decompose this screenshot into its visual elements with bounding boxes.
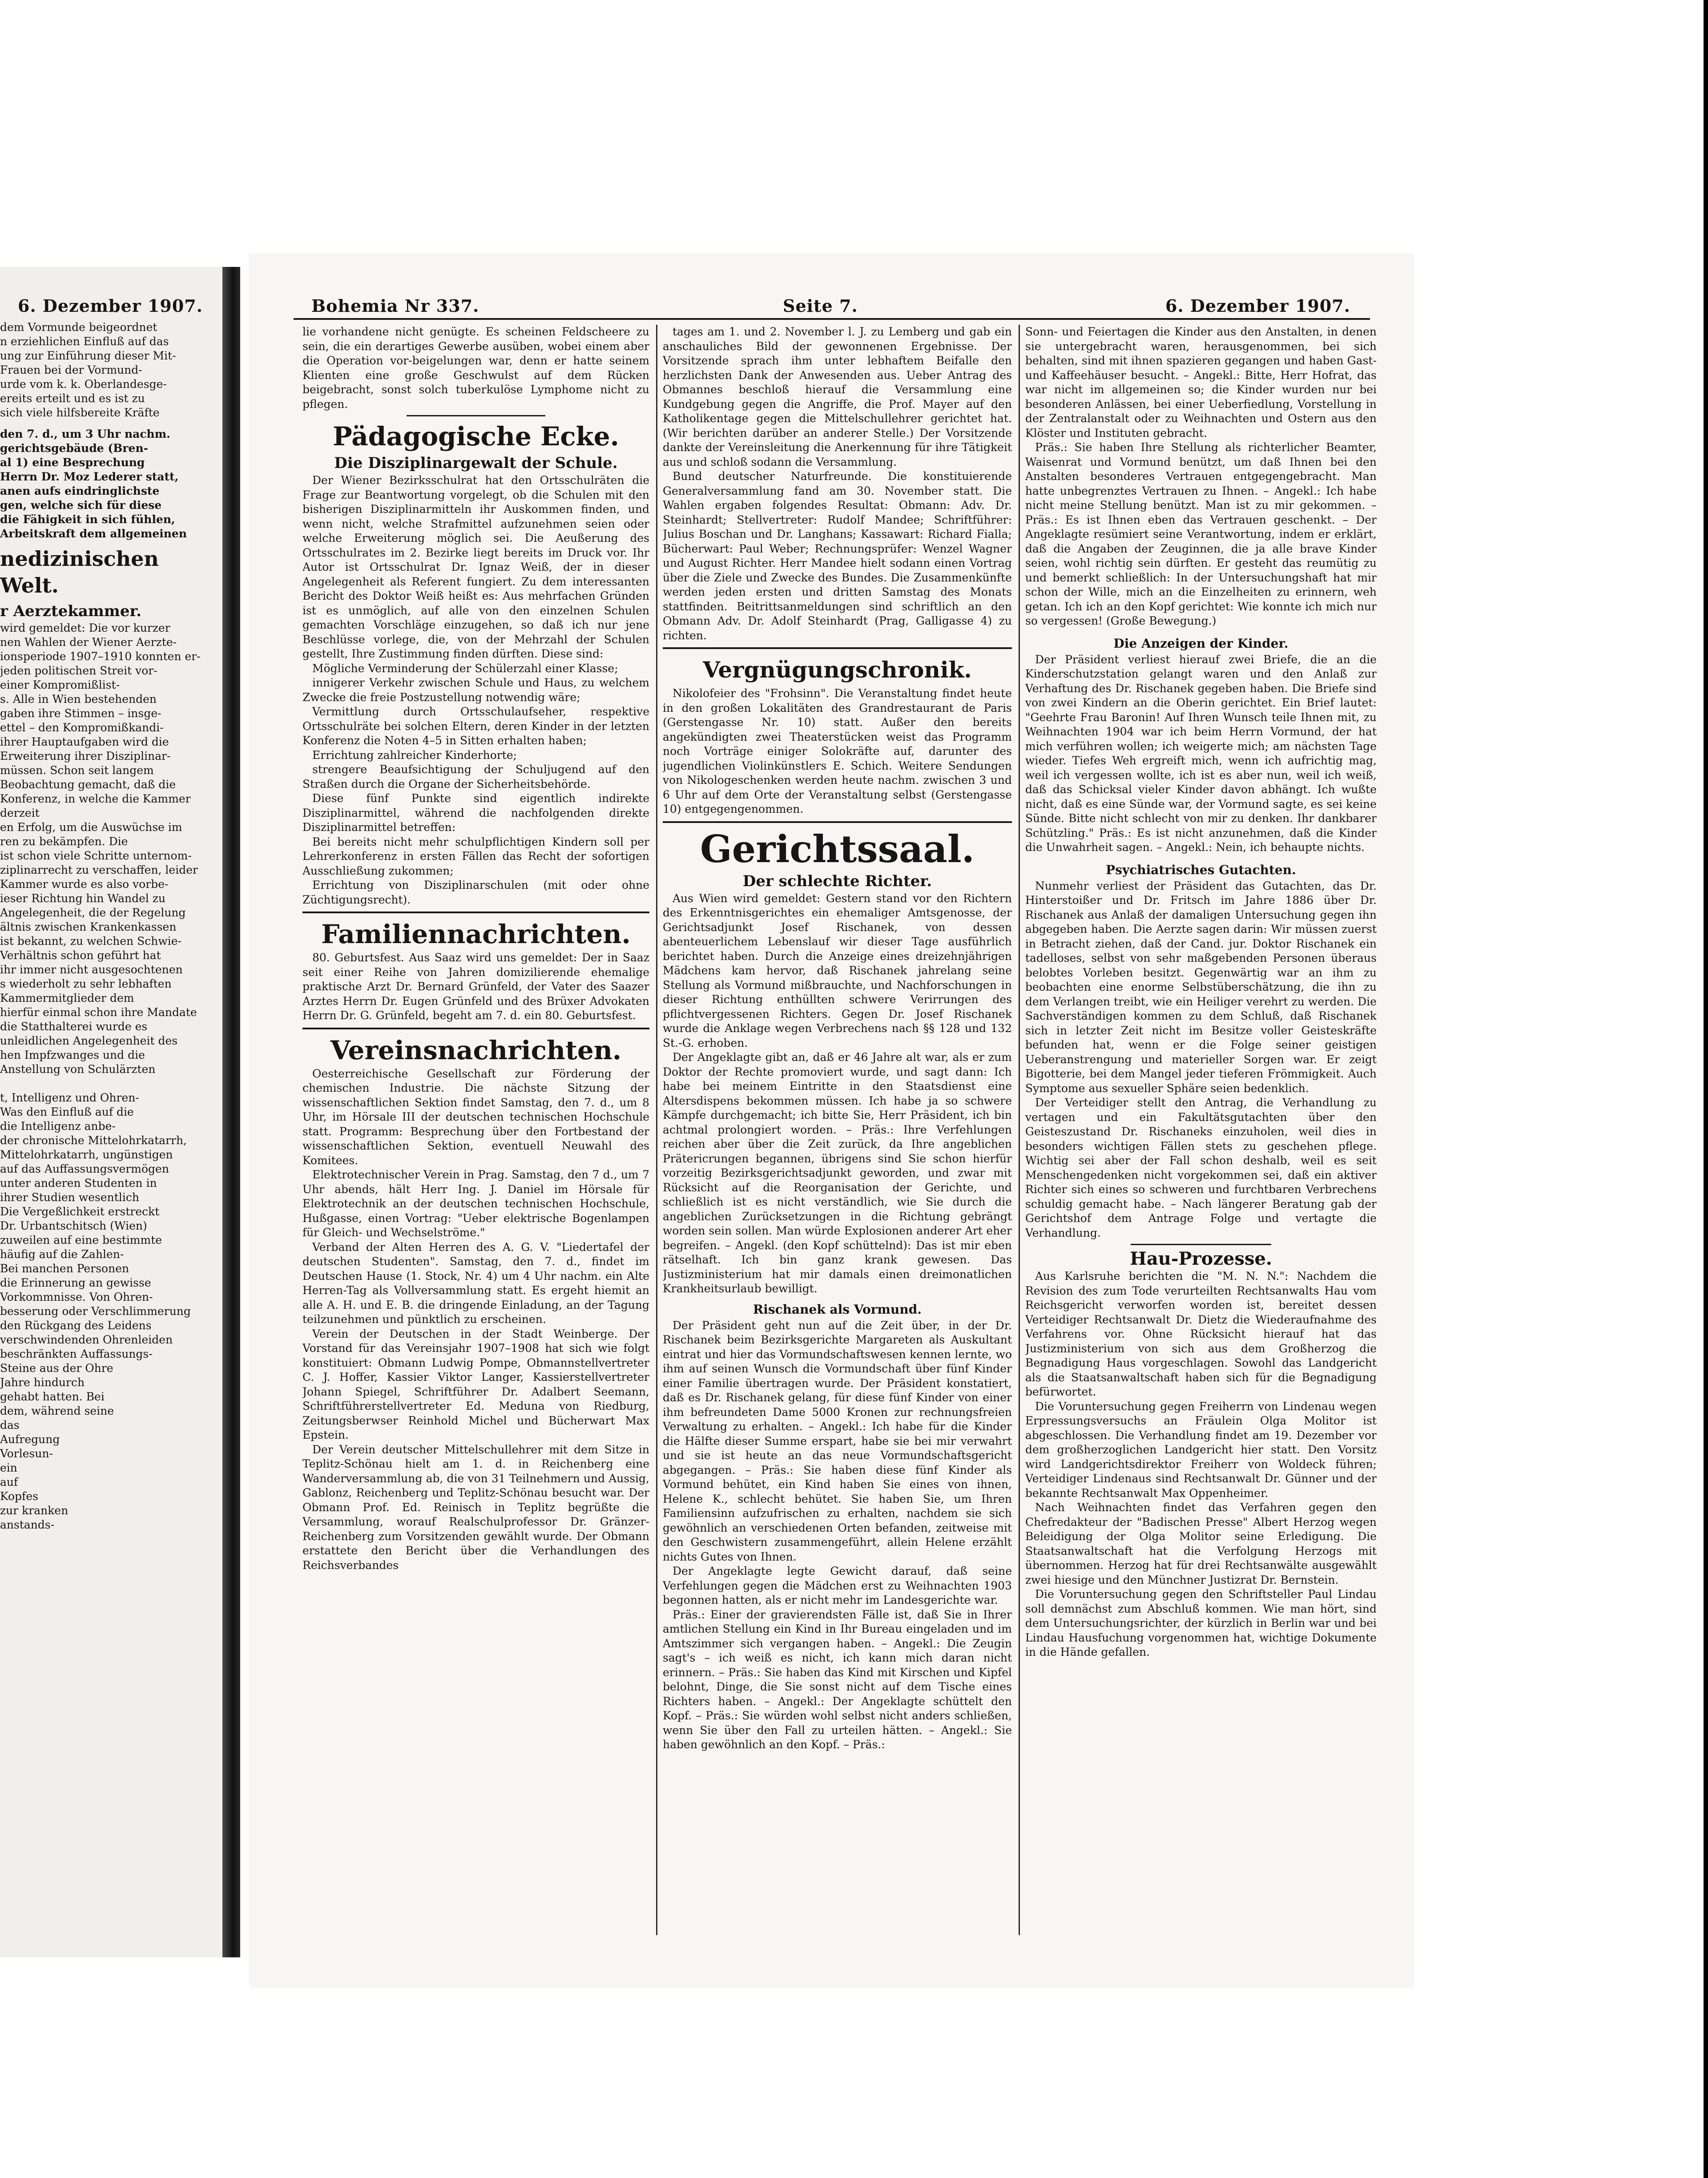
- text-line: jeden politischen Streit vor-: [0, 664, 157, 677]
- column-3: [1025, 325, 1377, 1935]
- text-line: ist schon viele Schritte unternom-: [0, 849, 192, 862]
- left-heading: nedizinischen Welt.: [0, 547, 159, 597]
- text-line: nen Wahlen der Wiener Aerzte-: [0, 636, 177, 649]
- scan-edge: [1704, 0, 1708, 2178]
- text-line: die Intelligenz anbe-: [0, 1120, 116, 1133]
- text-line: ältnis zwischen Krankenkassen: [0, 920, 177, 933]
- text-line: Kammer wurde es also vorbe-: [0, 878, 169, 891]
- text-line: Jahre hindurch: [0, 1376, 85, 1389]
- paragraph: Verband der Alten Herren des A. G. V. "Liedertafel der deutschen Studenten". Samstag, den 7. d., findet im Deutschen Hause (1. Stock, Nr. 4) um 4 Uhr nachm. ein Alte Herren-Tag als Vollversammlung statt. Es ergeht hiemit an alle A. H. und E. B. die dringende Einladung, an der Tagung teilzunehmen und pünktlich zu erscheinen.: [302, 1240, 649, 1326]
- text-line: anstands-: [0, 1518, 55, 1531]
- left-page-column: [0, 320, 214, 1532]
- paragraph: Der Verteidiger stellt den Antrag, die Verhandlung zu vertagen und ein Fakultätsgutachten über den Geisteszustand Dr. Rischaneks einzuholen, weil dies in besonders wichtigen Fällen stets zu geschehen pflege. Wichtig sei aber der Fall schon deshalb, weil es seit Menschengedenken nicht vorgekommen sei, daß ein aktiver Richter sich eines so schweren und furchtbaren Verbrechens schuldig gemacht habe. – Nach längerer Beratung gab der Gerichtshof dem Antrage Folge und vertagte die Verhandlung.: [1025, 1096, 1377, 1239]
- vormund-heading: Rischanek als Vormund.: [753, 1302, 922, 1317]
- paragraph: Der Angeklagte legte Gewicht darauf, daß seine Verfehlungen gegen die Mädchen erst zu Weihnachten 1903 begonnen hatten, als er nicht mehr im Landesgerichte war.: [663, 1565, 1012, 1606]
- text-line: gerichtsgebäude (Bren-: [0, 442, 148, 455]
- paragraph: Die Voruntersuchung gegen Freiherrn von Lindenau wegen Erpressungsversuchs an Fräulein Olga Molitor ist abgeschlossen. Die Verhandlung findet am 19. Dezember vor dem großherzoglichen Landgericht hier statt. Den Vorsitz wird Landgerichtsdirektor Freiherr von Woldeck führen; Verteidiger Lindenaus sind Rechtsanwalt Dr. Günner und der bekannte Rechtsanwalt Max Oppenheimer.: [1025, 1400, 1377, 1500]
- right-page-date: 6. Dezember 1907.: [1165, 296, 1350, 316]
- book-spine: [222, 267, 240, 1957]
- paragraph: Bund deutscher Naturfreunde. Die konstituierende Generalversammlung fand am 30. November statt. Die Wahlen ergaben folgendes Resultat: Obmann: Adv. Dr. Steinhardt; Stellvertreter: Rudolf Mandee; Schriftführer: Julius Boschan und Dr. Langhans; Kassawart: Richard Fialla; Bücherwart: Paul Weber; Rechnungsprüfer: Wenzel Wagner und August Richter. Herr Mandee hielt sodann einen Vortrag über die Ziele und Zwecke des Bundes. Die Zusammenkünfte werden jeden ersten und dritten Samstag des Monats stattfinden. Beitrittsanmeldungen sind schriftlich an den Obmann Adv. Dr. Adolf Steinhardt (Prag, Galligasse 4) zu richten.: [663, 470, 1012, 642]
- text-line: die Erinnerung an gewisse: [0, 1276, 151, 1289]
- paragraph: Der Präsident geht nun auf die Zeit über, in der Dr. Rischanek beim Bezirksgerichte Margareten als Auskultant eintrat und hier das Vormundschaftswesen kennen lernte, wo ihm auf seinen Wunsch die Vormundschaft über fünf Kinder einer Familie übertragen wurde. Der Präsident konstatiert, daß es Dr. Rischanek gelang, für diese fünf Kinder von einer ihm befreundeten Dame 5000 Kronen zur rechnungsfreien Verwaltung zu erhalten. – Angekl.: Ich habe für die Kinder die Hälfte dieser Summe erspart, habe sie bei mir verwahrt und sie ist heute an das neue Vormundschaftsgericht abgegangen. – Präs.: Sie haben diese fünf Kinder als Vormund behütet, ein Kind haben Sie eines von ihnen, Helene K., schlecht behütet. Sie haben Sie, um Ihren Familiensinn aufzufrischen zu erhalten, nachdem sie sich gewöhnlich an verschiedenen Orten befanden, zeitweise mit den Geschwistern zusammengeführt, allein Helene erzählt nichts Gutes von Ihnen.: [663, 1319, 1012, 1563]
- divider: [663, 821, 1012, 823]
- left-subheading: r Aerztekammer.: [0, 602, 142, 620]
- text-line: ung zur Einführung dieser Mit-: [0, 349, 176, 362]
- header-rule: [294, 318, 1370, 320]
- paper-title: Bohemia Nr 337.: [311, 296, 479, 316]
- anzeigen-body: Der Präsident verliest hierauf zwei Briefe, die an die Kinderschutzstation gelangt waren und den Anlaß zur Verhaftung des Dr. Rischanek gegeben haben. Die Briefe sind von zwei Kindern an die Oberin gerichtet. Ein Brief lautet: "Geehrte Frau Baronin! Auf Ihren Wunsch teile Ihnen mit, zu Weihnachten 1904 war ich beim Herrn Vormund, der hat mich verführen wollen; ich weigerte mich; am nächsten Tage wieder. Tiefes Weh ergreift mich, wenn ich aufrichtig mag, weil ich vergessen wollte, ich ist es aber nun, weil ich weiß, daß das Schicksal vieler Kinder davon abhängt. Ich wußte nicht, daß es eine Sünde war, der Vormund sagte, es sei keine Sünde. Bitte nicht schlecht von mir zu denken. Ihr dankbarer Schützling." Präs.: Es ist nicht anzunehmen, daß die Kinder die Unwahrheit sagen. – Angekl.: Nein, ich behaupte nichts.: [1025, 653, 1377, 854]
- paedagogische-ecke-heading: Pädagogische Ecke.: [333, 421, 619, 452]
- gutachten-heading: Psychiatrisches Gutachten.: [1106, 862, 1296, 877]
- paragraph: Diese fünf Punkte sind eigentlich indirekte Disziplinarmittel, während die nachfolgenden direkte Disziplinarmittel betreffen:: [302, 792, 649, 834]
- text-line: auf: [0, 1476, 18, 1488]
- text-line: Herrn Dr. Moz Lederer statt,: [0, 470, 179, 483]
- text-line: beschränkten Auffassungs-: [0, 1347, 153, 1360]
- page-number: Seite 7.: [783, 296, 858, 316]
- text-line: unleidlichen Angelegenheit des: [0, 1034, 178, 1047]
- text-line: al 1) eine Besprechung: [0, 456, 145, 469]
- text-line: einer Kompromißlist-: [0, 678, 120, 691]
- divider: [407, 415, 545, 416]
- text-line: unter anderen Studenten in: [0, 1177, 157, 1190]
- gerichtssaal-heading: Gerichtssaal.: [700, 827, 975, 871]
- text-line: gaben ihre Stimmen – insge-: [0, 707, 161, 720]
- text-line: ihr immer nicht ausgesochtenen: [0, 963, 183, 976]
- paragraph: Vermittlung durch Ortsschulaufseher, respektive Ortsschulräte bei solchen Eltern, deren Kinder in der letzten Konferenz die Noten 4–5 in Sitten erhalten haben;: [302, 705, 649, 747]
- text-line: Aufregung: [0, 1433, 60, 1446]
- text-line: ihrer Studien wesentlich: [0, 1191, 139, 1204]
- paragraph: strengere Beaufsichtigung der Schuljugend auf den Straßen durch die Organe der Sicherheitsbehörde.: [302, 763, 649, 791]
- text-line: häufig auf die Zahlen-: [0, 1248, 124, 1261]
- text-line: Anstellung von Schulärzten: [0, 1063, 156, 1076]
- paragraph: Der Angeklagte gibt an, daß er 46 Jahre alt war, als er zum Doktor der Rechte promoviert wurde, und sagt dann: Ich habe bei meinem Eintritte in den Staatsdienst eine Altersdispens bekommen müssen. Ich habe ja so schwere Kämpfe durchgemacht; ich bitte Sie, Herr Präsident, ich bin achtmal prolongiert worden. – Präs.: Ihre Verfehlungen reichen aber über die Zeit zurück, da Ihre angeblichen Prätericrungen begannen, übrigens sind Sie schon hierfür vorzeitig Bezirksgerichtsadjunkt geworden, und zwar mit Rücksicht auf die Reorganisation der Gerichte, und schließlich ist es nicht verständlich, wie Sie durch die angeblichen Zurücksetzungen in die Richtung gebrängt worden sein sollen. Man würde Explosionen anderer Art eher begreifen. – Angekl. (den Kopf schüttelnd): Das ist mir eben rätselhaft. Ich bin ganz krank gewesen. Das Justizministerium hat mir damals einen dreimonatlichen Krankheitsurlaub bewilligt.: [663, 1051, 1012, 1295]
- text-line: gen, welche sich für diese: [0, 499, 162, 512]
- text-line: Bei manchen Personen: [0, 1262, 129, 1275]
- paedagogische-ecke-body: [302, 473, 649, 907]
- anzeigen-heading: Die Anzeigen der Kinder.: [1113, 636, 1289, 651]
- text-line: Mittelohrkatarrh, ungünstigen: [0, 1148, 173, 1161]
- column-rule-2: [1019, 325, 1020, 1935]
- text-line: ist bekannt, zu welchen Schwie-: [0, 935, 182, 948]
- paragraph: Nunmehr verliest der Präsident das Gutachten, das Dr. Hinterstoißer und Dr. Fritsch im Jahre 1886 über Dr. Rischanek aus Anlaß der damaligen Untersuchung gegen ihn abgegeben haben. Die Aerzte sagen darin: Wir müssen zuerst in Betracht ziehen, daß der Cand. jur. Doktor Rischanek ein tadelloses, selbst von sehr maßgebenden Personen überaus belobtes Vorleben besitzt. Gegenwärtig war an ihm zu beobachten eine enorme Selbstüberschätzung, die ihn zu dem Verlangen treibt, wie ein Heiliger verehrt zu werden. Die Sachverständigen kommen zu dem Schluß, daß Rischanek sich in letzter Zeit nicht im Besitze voller Geisteskräfte befunden hat, wenn er die Folge seiner geistigen Ueberanstrengung und materieller Sorgen war. Er zeigt Bigotterie, bei dem Mangel jeder tieferen Frömmigkeit. Auch Symptome aus sexueller Sphäre seien bedenklich.: [1025, 879, 1377, 1095]
- text-line: ein: [0, 1461, 17, 1474]
- text-line: Die Vergeßlichkeit erstreckt: [0, 1205, 160, 1218]
- text-line: ihrer Hauptaufgaben wird die: [0, 735, 169, 748]
- divider: [1131, 1244, 1271, 1245]
- paragraph: Der Verein deutscher Mittelschullehrer mit dem Sitze in Teplitz-Schönau hielt am 1. d. in Reichenberg eine Wanderversammlung ab, die von 31 Teilnehmern und Aussig, Gablonz, Reichenberg und Teplitz-Schönau besucht war. Der Obmann Prof. Ed. Reinisch in Teplitz begrüßte die Versammlung, worauf Realschulprofessor Dr. Gränzer-Reichenberg zum Vorsitzenden gewählt wurde. Der Obmann erstattete den Bericht über die Verhandlungen des Reichsverbandes: [302, 1443, 649, 1572]
- text-line: Dr. Urbantschitsch (Wien): [0, 1219, 147, 1232]
- paragraph: Präs.: Einer der gravierendsten Fälle ist, daß Sie in Ihrer amtlichen Stellung ein Kind in Ihr Bureau eingeladen und im Amtszimmer sich vergangen haben. – Angekl.: Die Zeugin sagt's – ich weiß es nicht, ich kann mich daran nicht erinnern. – Präs.: Sie haben das Kind mit Kirschen und Kipfel belohnt, Dinge, die Sie sonst nicht auf dem Tische eines Richters haben. – Angekl.: Der Angeklagte schüttelt den Kopf. – Präs.: Sie würden wohl selbst nicht anders schließen, wenn Sie über den Fall zu urteilen hätten. – Angekl.: Sie haben gewöhnlich an den Kopf. – Präs.:: [663, 1608, 1012, 1751]
- text-line: ionsperiode 1907–1910 konnten er-: [0, 650, 201, 663]
- text-line: Angelegenheit, die der Regelung: [0, 906, 186, 919]
- familiennachrichten-heading: Familiennachrichten.: [321, 919, 631, 949]
- text-line: s. Alle in Wien bestehenden: [0, 693, 157, 706]
- vergnuegungschronik-heading: Vergnügungschronik.: [703, 657, 972, 683]
- text-line: s wiederholt zu sehr lebhaften: [0, 977, 172, 990]
- col1-intro: lie vorhandene nicht genügte. Es scheinen Feldscheere zu sein, die ein derartiges Gewerbe ausüben, wobei einem aber die Operation vor-beigelungen war, denn er hatte seinem Klienten eine große Geschwulst auf dem Rücken beigebracht, sonst solch tuberkulöse Lymphome nicht zu pflegen.: [302, 325, 649, 411]
- text-line: Vorlesun-: [0, 1447, 53, 1460]
- text-line: den Rückgang des Leidens: [0, 1319, 152, 1332]
- text-line: der chronische Mittelohrkatarrh,: [0, 1134, 187, 1147]
- paragraph: Oesterreichische Gesellschaft zur Förderung der chemischen Industrie. Die nächste Sitzung der wissenschaftlichen Sektion findet Samstag, den 7. d., um 8 Uhr, im Hörsale III der deutschen technischen Hochschule statt. Programm: Besprechung über den Fortbestand der wissenschaftlichen Sektion, eventuell Neuwahl des Komitees.: [302, 1067, 649, 1167]
- paragraph: Verein der Deutschen in der Stadt Weinberge. Der Vorstand für das Vereinsjahr 1907–1908 hat sich wie folgt konstituiert: Obmann Ludwig Pompe, Obmannstellvertreter C. J. Hoffer, Kassier Viktor Langer, Kassierstellvertreter Johann Spiegel, Schriftführer Dr. Adalbert Seemann, Schriftführerstellvertreter Ed. Meduna von Riedburg, Zeitungsberwser Reinhold Michel und Bücherwart Max Epstein.: [302, 1327, 649, 1441]
- paragraph: Mögliche Verminderung der Schülerzahl einer Klasse;: [312, 661, 618, 675]
- vormund-body: [663, 1319, 1012, 1752]
- paragraph: Errichtung von Disziplinarschulen (mit oder ohne Züchtigungsrecht).: [302, 879, 649, 906]
- text-line: dem Vormunde beigeordnet: [0, 321, 157, 334]
- vereinsnachrichten-heading: Vereinsnachrichten.: [330, 1035, 622, 1065]
- text-line: das: [0, 1419, 20, 1432]
- left-lines-body: [0, 621, 214, 1532]
- col3-intro-2: Präs.: Sie haben Ihre Stellung als richterlicher Beamter, Waisenrat und Vormund benützt, um daß Ihnen bei den Anstalten besonderes Vertrauen entgegengebracht. Man hatte unbegrenztes Vertrauen zu Ihnen. – Angekl.: Ich habe nicht meine Stellung benützt. Man ist zu mir gekommen. – Präs.: Es ist Ihnen eben das Vertrauen geschenkt. – Der Angeklagte resümiert seine Verantwortung, indem er erklärt, daß die Angaben der Zeuginnen, die ja alle brave Kinder seien, wohl richtig sein dürften. Er gesteht das reumütig zu und bemerkt schließlich: In der Untersuchungshaft hat mir schon der Wille, mich an die Einzelheiten zu erinnern, weh getan. Ich ich an den Kopf gerichtet: Wie konnte ich mich nur so vergessen! (Große Bewegung.): [1025, 441, 1377, 627]
- divider: [663, 647, 1012, 649]
- divider: [302, 912, 649, 913]
- left-lines-top: [0, 320, 214, 420]
- text-line: wird gemeldet: Die vor kurzer: [0, 621, 170, 634]
- paragraph: Aus Wien wird gemeldet: Gestern stand vor den Richtern des Erkenntnisgerichtes ein ehemaliger Amtsgenosse, der Gerichtsadjunkt Josef Rischanek, von dessen abenteuerlichem Lebenslauf wir dieser Tage ausführlich berichtet haben. Durch die Anzeige eines dreizehnjährigen Mädchens kam hervor, daß Rischanek jahrelang seine Stellung als Vormund mißbrauchte, und Nachforschungen in dieser Richtung enthüllten schwere Verirrungen des pflichtvergessenen Richters. Gegen Dr. Josef Rischanek wurde die Anklage wegen Verbrechens nach §§ 128 und 132 St.-G. erhoben.: [663, 891, 1012, 1049]
- column-rule-1: [656, 325, 657, 1935]
- paragraph: Nach Weihnachten findet das Verfahren gegen den Chefredakteur der "Badischen Presse" Albert Herzog wegen Beleidigung der Olga Molitor seine Erledigung. Die Staatsanwaltschaft hat die Verfolgung Herzogs mit übernommen. Herzog hat für drei Rechtsanwälte ausgewählt zwei hiesige und den Münchner Justizrat Dr. Bernstein.: [1025, 1501, 1377, 1586]
- vergnuegungschronik-body: Nikolofeier des "Frohsinn". Die Veranstaltung findet heute in den großen Lokalitäten des Grandrestaurant de Paris (Gerstengasse Nr. 10) statt. Außer den bereits angekündigten zwei Theaterstücken weist das Programm noch Vorträge einiger Solokräfte auf, darunter des jugendlichen Violinkünstlers E. Schich. Weitere Sendungen von Nikologeschenken werden heute nachm. zwischen 3 und 6 Uhr auf dem Orte der Veranstaltung selbst (Gerstengasse 10) entgegengenommen.: [663, 687, 1012, 815]
- text-line: anen aufs eindringlichste: [0, 484, 160, 497]
- text-line: hierfür einmal schon ihre Mandate: [0, 1006, 197, 1019]
- gerichtssaal-body: [663, 891, 1012, 1296]
- text-line: auf das Auffassungsvermögen: [0, 1162, 169, 1175]
- text-line: sich viele hilfsbereite Kräfte: [0, 406, 160, 419]
- text-line: Kammermitglieder dem: [0, 992, 134, 1004]
- paragraph: Die Voruntersuchung gegen den Schriftsteller Paul Lindau soll demnächst zum Abschluß kommen. Wie man hört, sind dem Untersuchungsrichter, der kürzlich in Berlin war und bei Lindau Hausfuchung vorgenommen hat, wichtige Dokumente in die Hände gefallen.: [1025, 1588, 1377, 1658]
- disziplinargewalt-heading: Die Disziplinargewalt der Schule.: [334, 454, 618, 472]
- paragraph: tages am 1. und 2. November l. J. zu Lemberg und gab ein anschauliches Bild der gewonnenen Ergebnisse. Der Vorsitzende sprach ihm unter lebhaftem Beifalle den herzlichsten Dank der Anwesenden aus. Ueber Antrag des Obmannes beschloß hierauf die Versammlung eine Kundgebung gegen die Angriffe, die Prof. Mayer auf den Katholikentage gegen die Mittelschullehrer gerichtet hat. (Wir berichten darüber an anderer Stelle.) Der Vorsitzende dankte der Vereinsleitung die Anerkennung für ihre Tätigkeit aus und schloß sodann die Versammlung.: [663, 325, 1012, 468]
- text-line: verschwindenden Ohrenleiden: [0, 1333, 173, 1346]
- familiennachrichten-body: 80. Geburtsfest. Aus Saaz wird uns gemeldet: Der in Saaz seit einer Reihe von Jahren domizilierende ehemalige praktische Arzt Dr. Bernard Grünfeld, der Vater des Saazer Arztes Herrn Dr. Eugen Grünfeld und des Brüxer Advokaten Herrn Dr. G. Grünfeld, begeht am 7. d. ein 80. Geburtsfest.: [302, 951, 649, 1022]
- text-line: t, Intelligenz und Ohren-: [0, 1091, 139, 1104]
- paragraph: Aus Karlsruhe berichten die "M. N. N.": Nachdem die Revision des zum Tode verurteilten Rechtsanwalts Hau vom Reichsgericht verworfen worden ist, bereitet dessen Verteidiger Rechtsanwalt Dr. Dietz die Wiederaufnahme des Verfahrens vor. Ohne Rücksicht hierauf hat das Justizministerium von sich aus dem Großherzog die Begnadigung Haus vorgeschlagen. Sowohl das Landgericht als die Staatsanwaltschaft haben sich für die Begnadigung befürwortet.: [1025, 1270, 1377, 1398]
- paragraph: Errichtung zahlreicher Kinderhorte;: [312, 748, 517, 762]
- paragraph: innigerer Verkehr zwischen Schule und Haus, zu welchem Zwecke die freie Postzustellung notwendig wäre;: [302, 676, 649, 704]
- vereinsnachrichten-body: [302, 1067, 649, 1573]
- text-line: die Fähigkeit in sich fühlen,: [0, 513, 175, 526]
- left-page-date: 6. Dezember 1907.: [18, 296, 203, 316]
- gutachten-body: [1025, 879, 1377, 1241]
- text-line: hen Impfzwanges und die: [0, 1049, 145, 1061]
- col2-intro: [663, 325, 1012, 643]
- text-line: Kopfes: [0, 1490, 38, 1503]
- text-line: Was den Einfluß auf die: [0, 1105, 134, 1118]
- col3-intro: Sonn- und Feiertagen die Kinder aus den Anstalten, in denen sie untergebracht waren, herausgenommen, bei sich behalten, sind mit ihnen spazieren gegangen und haben Gast- und Kaffeehäuser besucht. – Angekl.: Bitte, Herr Hofrat, das war nicht im allgemeinen so; die Kinder wurden nur bei besonderen Anlässen, bei einer Ueberfiedlung, Vorstellung in der Zentralanstalt oder zu Weihnachten und Ostern aus den Klöster und Instituten gebracht.: [1025, 325, 1377, 440]
- text-line: ereits erteilt und es ist zu: [0, 392, 145, 405]
- text-line: ettel – den Kompromißkandi-: [0, 721, 164, 734]
- text-line: müssen. Schon seit langem: [0, 764, 154, 777]
- hau-prozesse-heading: Hau-Prozesse.: [1130, 1248, 1272, 1269]
- text-line: die Statthalterei wurde es: [0, 1020, 148, 1033]
- text-line: n erziehlichen Einfluß auf das: [0, 335, 169, 348]
- hau-prozesse-body: [1025, 1269, 1377, 1660]
- text-line: ieser Richtung hin Wandel zu: [0, 892, 166, 905]
- column-2: [663, 325, 1012, 1935]
- text-line: Konferenz, in welche die Kammer derzeit: [0, 792, 191, 819]
- page-margin: [1414, 249, 1708, 1984]
- text-line: Steine aus der Ohre: [0, 1362, 113, 1375]
- column-1: [302, 325, 649, 1935]
- text-line: ziplinarrecht zu verschaffen, leider: [0, 863, 198, 876]
- text-line: zuweilen auf eine bestimmte: [0, 1234, 162, 1246]
- text-line: [0, 1077, 214, 1091]
- text-line: Frauen bei der Vormund-: [0, 363, 142, 376]
- text-line: Beobachtung gemacht, daß die: [0, 778, 176, 791]
- text-line: Erweiterung ihrer Disziplinar-: [0, 750, 171, 762]
- text-line: urde vom k. k. Oberlandesge-: [0, 378, 167, 391]
- paragraph: Bei bereits nicht mehr schulpflichtigen Kindern soll per Lehrerkonferenz in ersten Fällen das Recht der sofortigen Ausschließung zukommen;: [302, 835, 649, 877]
- text-line: Arbeitskraft dem allgemeinen: [0, 527, 187, 540]
- schlechte-richter-heading: Der schlechte Richter.: [742, 872, 932, 890]
- divider: [302, 1028, 649, 1029]
- left-lines-mid: [0, 427, 214, 541]
- text-line: en Erfolg, um die Auswüchse im: [0, 821, 182, 834]
- text-line: besserung oder Verschlimmerung: [0, 1305, 191, 1318]
- text-line: dem, während seine: [0, 1404, 114, 1417]
- paragraph: Elektrotechnischer Verein in Prag. Samstag, den 7 d., um 7 Uhr abends, hält Herr Ing. J. Daniel im Hörsale für Elektrotechnik an der deutschen technischen Hochschule, Hußgasse, einen Vortrag: "Ueber elektrische Bogenlampen für Gleich- und Wechselströme.": [302, 1168, 649, 1239]
- text-line: ren zu bekämpfen. Die: [0, 835, 128, 848]
- text-line: zur kranken: [0, 1504, 68, 1517]
- text-line: Vorkommnisse. Von Ohren-: [0, 1291, 153, 1303]
- text-line: den 7. d., um 3 Uhr nachm.: [0, 428, 170, 440]
- paragraph: Der Wiener Bezirksschulrat hat den Ortsschulräten die Frage zur Beantwortung vorgelegt, ob die Schulen mit den bisherigen Disziplinarmitteln ihr Auskommen finden, und wenn nicht, welche Strafmittel aufzunehmen seien oder welche Erweiterung möglich sei. Die Aeußerung des Ortsschulrates im 2. Bezirke liegt bereits im Druck vor. Ihr Autor ist Ortsschulrat Dr. Ignaz Weiß, der in dieser Angelegenheit als Referent fungiert. Zu dem interessanten Bericht des Doktor Weiß heißt es: Aus mehrfachen Gründen ist es unmöglich, auf alle von den einzelnen Schulen gemachten Vorschläge einzugehen, so daß ich nur jene Beschlüsse vorlege, die, von der Mehrzahl der Schulen gestellt, Ihre Zustimmung finden dürften. Diese sind:: [302, 474, 649, 660]
- text-line: gehabt hatten. Bei: [0, 1390, 105, 1403]
- text-line: Verhältnis schon geführt hat: [0, 949, 161, 962]
